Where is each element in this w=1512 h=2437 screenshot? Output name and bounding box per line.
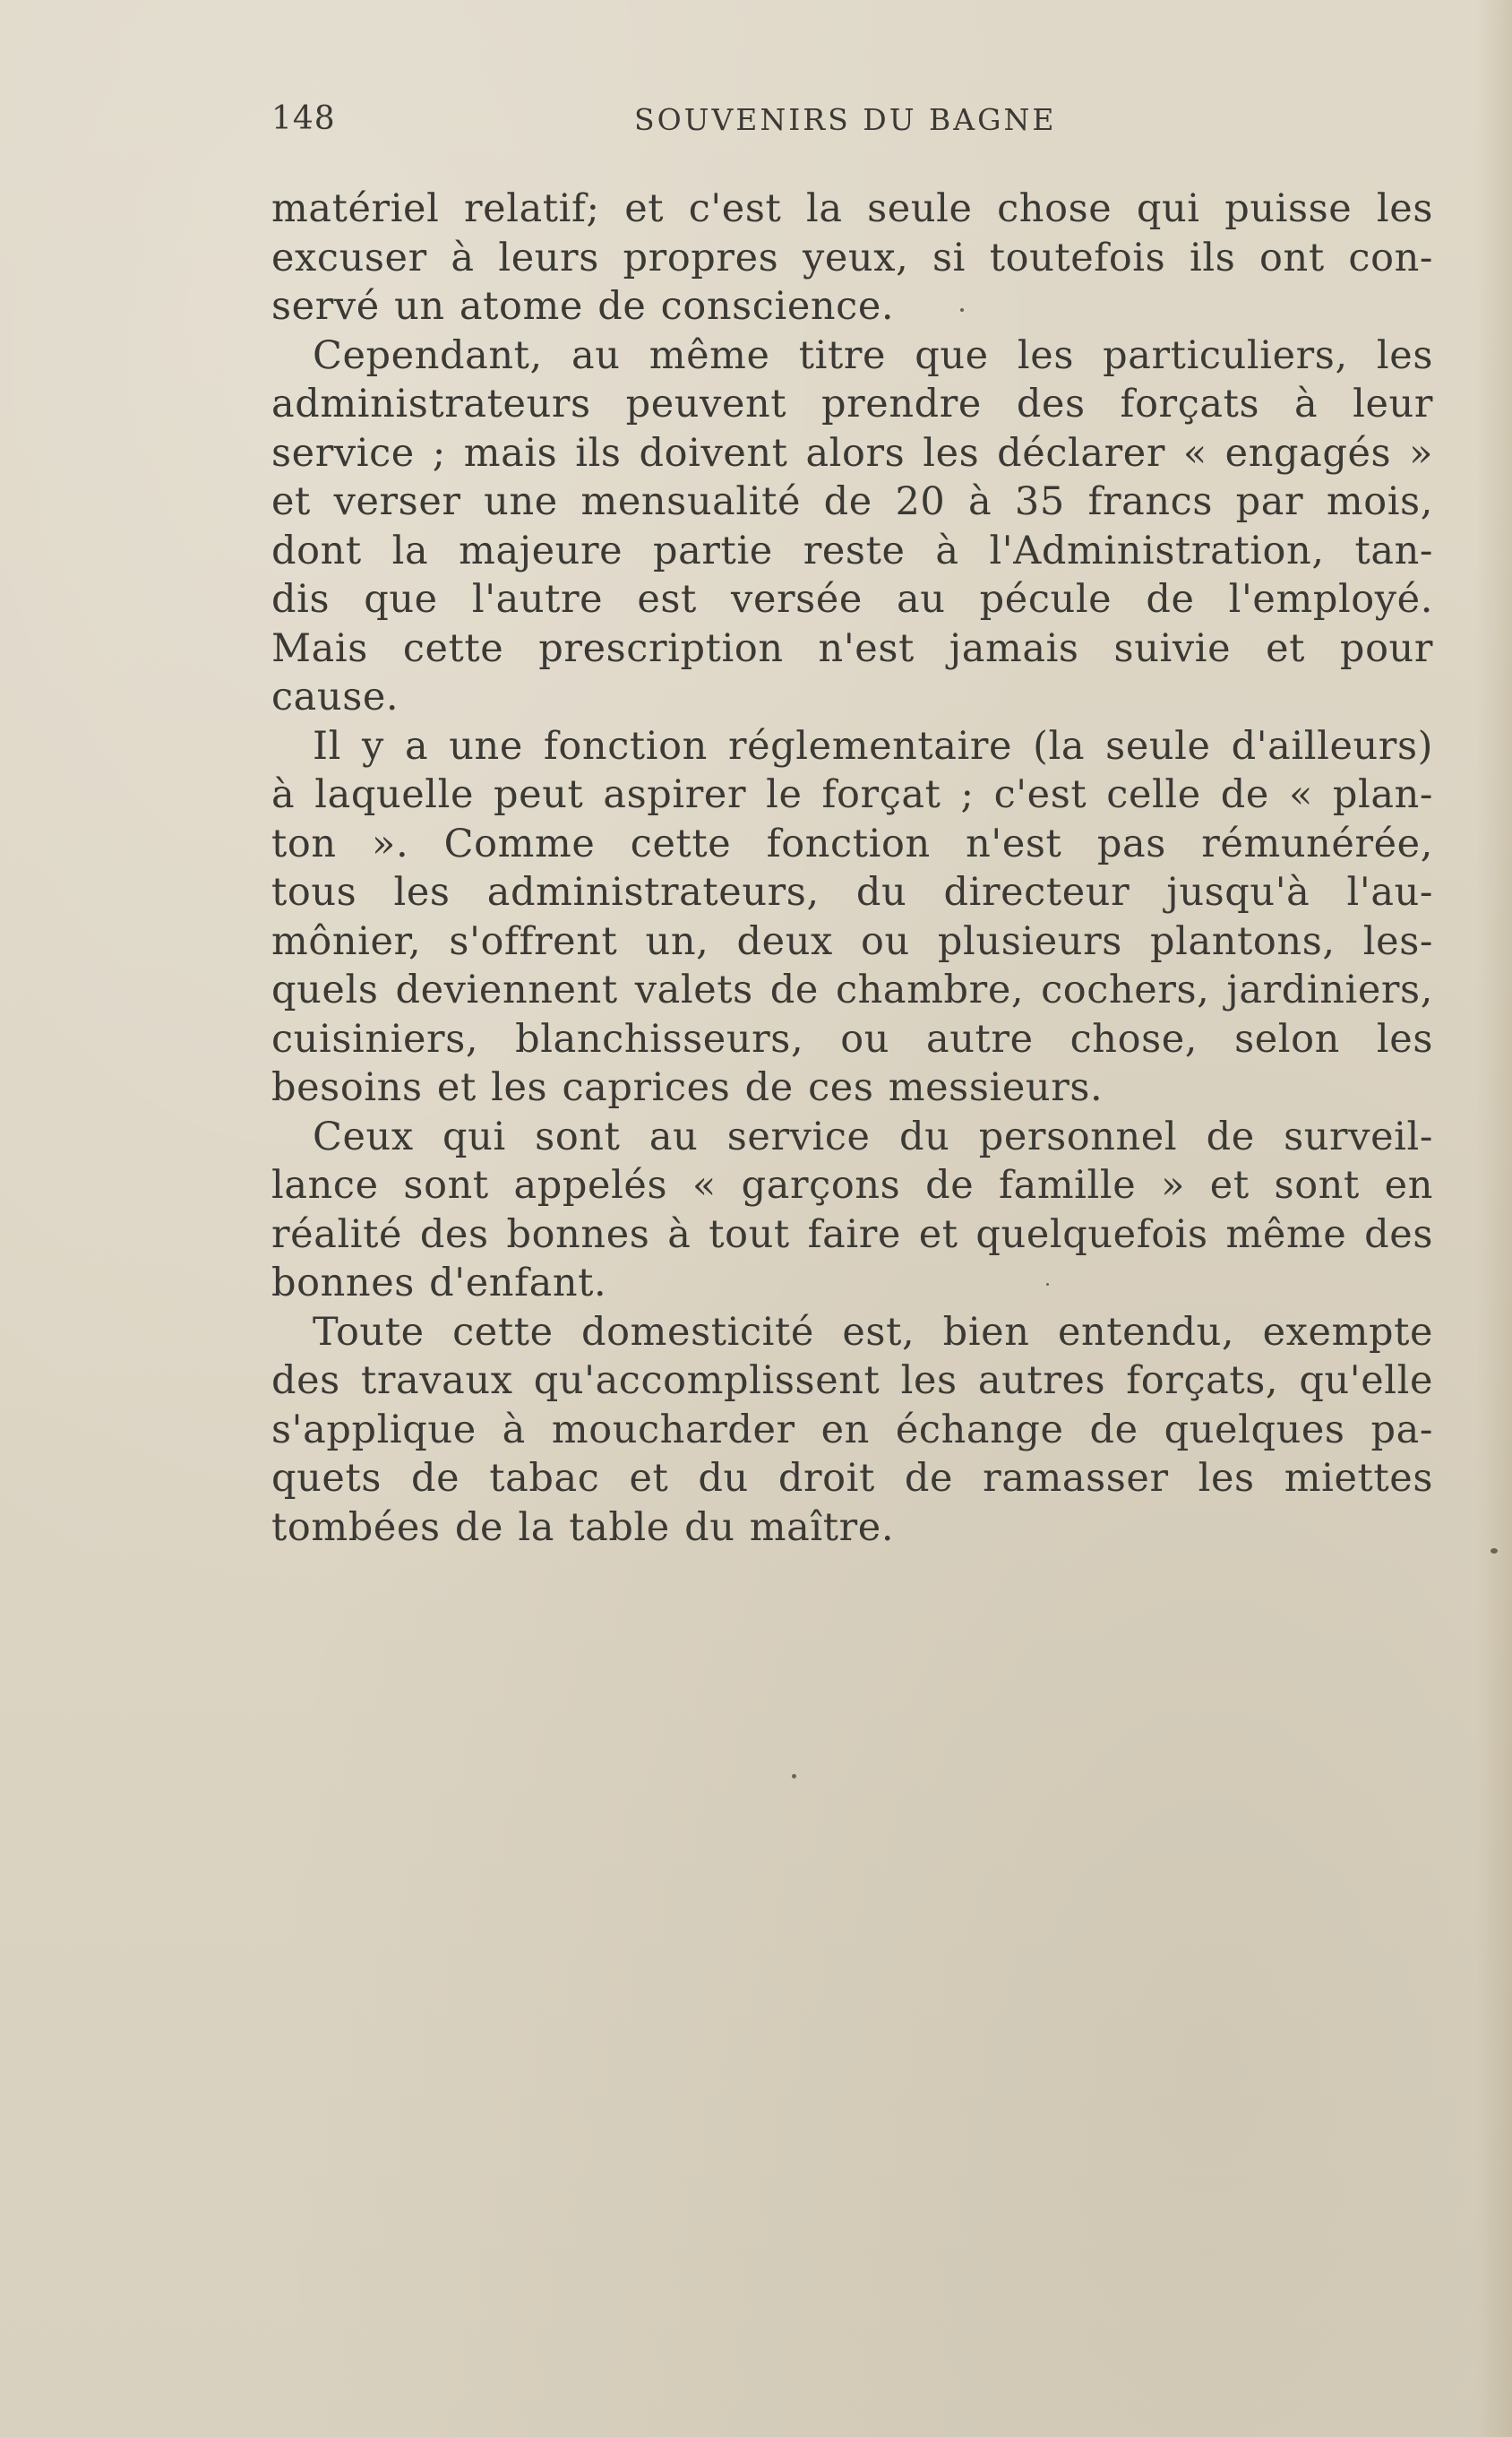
paragraph-start-line: Toute cette domesticité est, bien entendu, exempte (313, 1309, 1433, 1355)
text-line: tous les administrateurs, du directeur jusqu'à l'au- (271, 870, 1433, 915)
text-line: des travaux qu'accomplissent les autres forçats, qu'elle (271, 1358, 1433, 1403)
text-line: cause. (271, 675, 399, 719)
text-body (271, 185, 1433, 1552)
text-line: matériel relatif; et c'est la seule chose qui puisse les (271, 186, 1433, 231)
text-line: dont la majeure partie reste à l'Administration, tan- (271, 528, 1433, 573)
text-line: ton ». Comme cette fonction n'est pas rémunérée, (271, 821, 1433, 866)
ink-speck (792, 1774, 796, 1778)
text-line: tombées de la table du maître. (271, 1504, 895, 1550)
text-line: servé un atome de conscience. (271, 284, 895, 329)
text-line: quets de tabac et du droit de ramasser les miettes (271, 1456, 1433, 1501)
text-line: cuisiniers, blanchisseurs, ou autre chose, selon les (271, 1016, 1433, 1062)
text-line: service ; mais ils doivent alors les déclarer « engagés » (271, 430, 1433, 476)
text-line: bonnes d'enfant. (271, 1261, 607, 1305)
text-line: s'applique à moucharder en échange de quelques pa- (271, 1407, 1433, 1452)
running-title: SOUVENIRS DU BAGNE (634, 102, 1057, 137)
text-line: dis que l'autre est versée au pécule de l'employé. (271, 577, 1433, 622)
page-number: 148 (271, 100, 336, 137)
page-header (271, 100, 1433, 145)
page-edge-shadow (1476, 0, 1512, 2437)
text-line: à laquelle peut aspirer le forçat ; c'est celle de « plan- (271, 772, 1433, 817)
text-line: quels deviennent valets de chambre, cochers, jardiniers, (271, 968, 1433, 1012)
text-line: mônier, s'offrent un, deux ou plusieurs plantons, les- (271, 918, 1433, 964)
ink-speck (1046, 1283, 1049, 1286)
ink-speck (1491, 1548, 1498, 1554)
text-line: lance sont appelés « garçons de famille » et sont en (271, 1163, 1433, 1208)
paragraph-start-line: Ceux qui sont au service du personnel de surveil- (313, 1114, 1433, 1159)
text-line: réalité des bonnes à tout faire et quelquefois même des (271, 1211, 1433, 1257)
text-line: besoins et les caprices de ces messieurs. (271, 1065, 1104, 1110)
paragraph-start-line: Il y a une fonction réglementaire (la seule d'ailleurs) (313, 723, 1433, 769)
text-line: et verser une mensualité de 20 à 35 francs par mois, (271, 479, 1433, 524)
paragraph-start-line: Cependant, au même titre que les particuliers, les (313, 332, 1433, 378)
text-line: administrateurs peuvent prendre des forçats à leur (271, 382, 1433, 426)
ink-speck (960, 308, 964, 312)
text-line: excuser à leurs propres yeux, si toutefois ils ont con- (271, 235, 1433, 280)
text-line: Mais cette prescription n'est jamais suivie et pour (271, 625, 1433, 671)
